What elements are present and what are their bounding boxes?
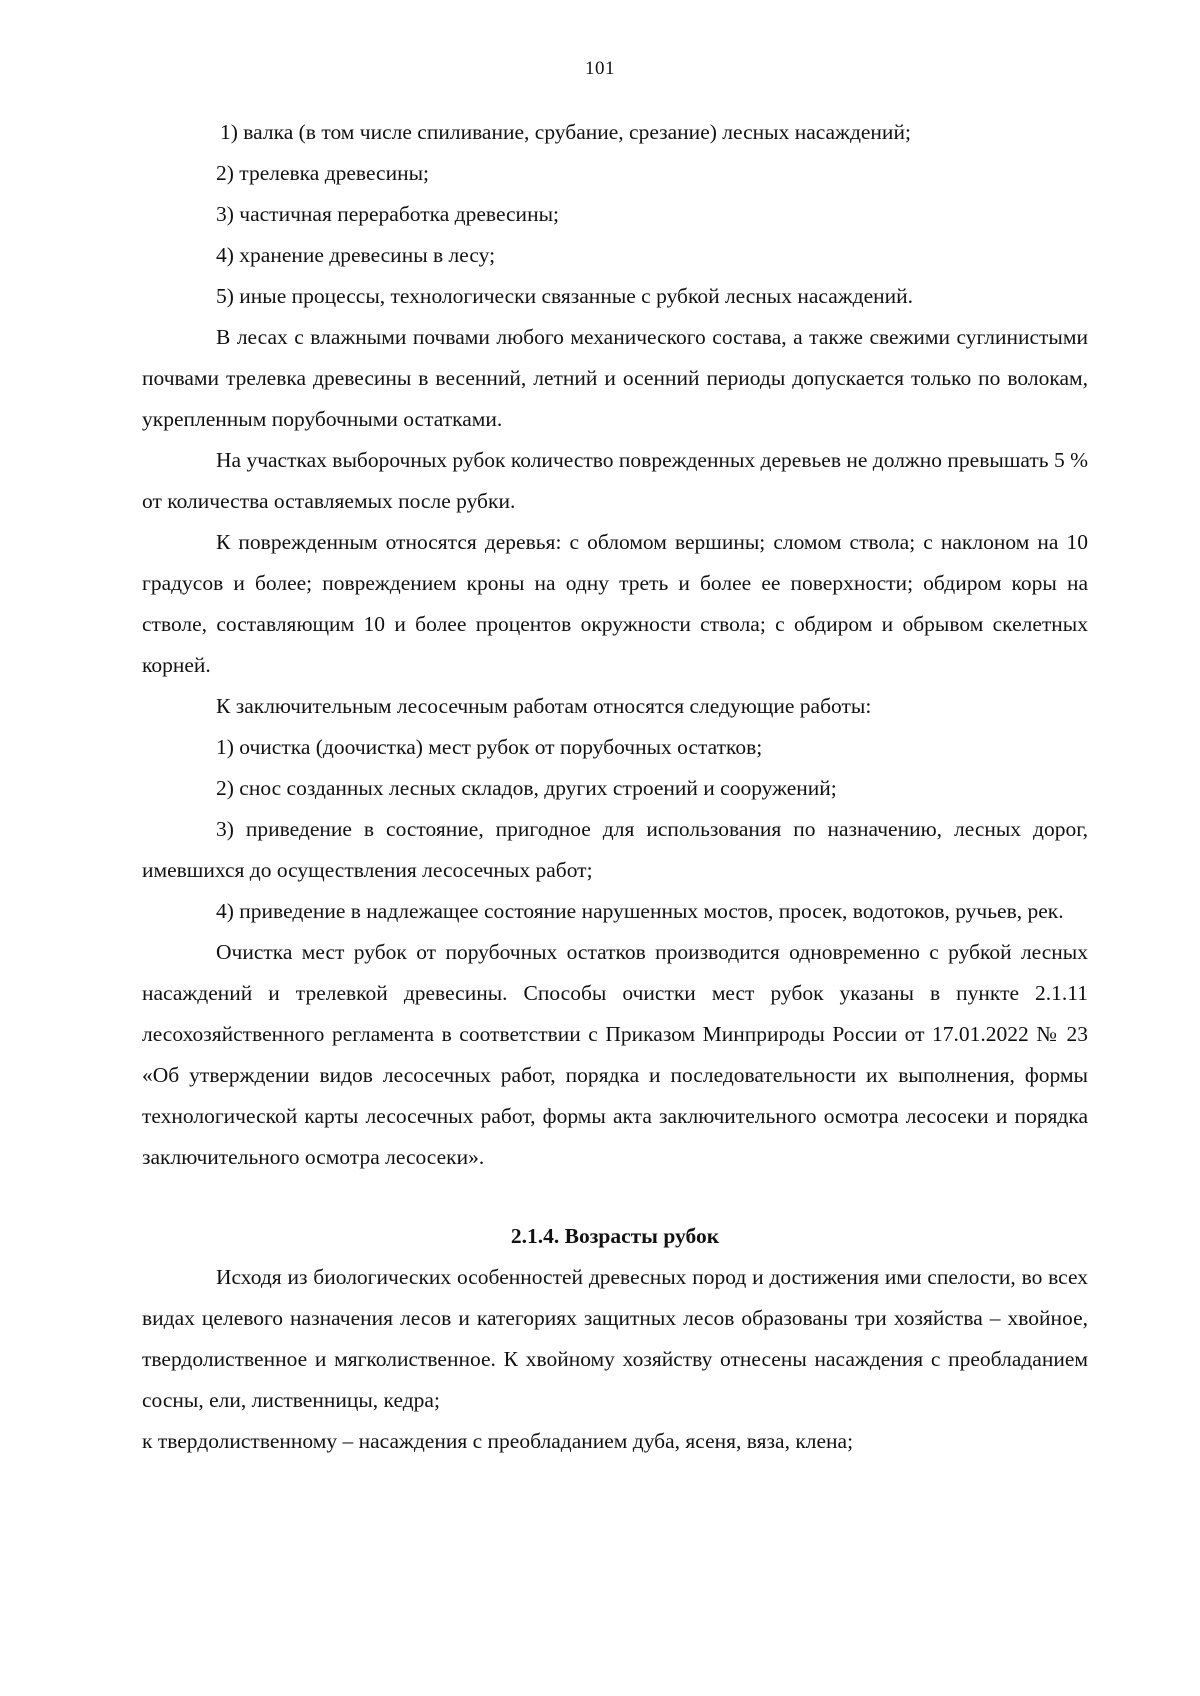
paragraph-damaged-trees-limit: На участках выборочных рубок количество поврежденных деревьев не должно превышать 5 % от количества оставляемых после рубки. bbox=[142, 448, 1088, 513]
paragraph-hardwood: к твердолиственному – насаждения с преобладанием дуба, ясеня, вяза, клена; bbox=[142, 1429, 854, 1453]
paragraph-final-works-intro: К заключительным лесосечным работам относятся следующие работы: bbox=[216, 694, 872, 718]
list-item-cleanup: 1) очистка (доочистка) мест рубок от порубочных остатков; bbox=[216, 735, 763, 759]
list-item-demolition: 2) снос созданных лесных складов, других строений и сооружений; bbox=[216, 776, 837, 800]
paragraph-damaged-trees-definition: К поврежденным относятся деревья: с обломом вершины; сломом ствола; с наклоном на 10 градусов и более; повреждением кроны на одну треть и более ее поверхности; обдиром коры на стволе, составляющим 10 и более процентов окружности ствола; с обдиром и обрывом скелетных корней. bbox=[142, 530, 1088, 677]
list-item-other-processes: 5) иные процессы, технологически связанные с рубкой лесных насаждений. bbox=[216, 284, 914, 308]
page-number: 101 bbox=[585, 58, 615, 79]
list-item-felling: 1) валка (в том числе спиливание, срубание, срезание) лесных насаждений; bbox=[220, 120, 911, 144]
body-text bbox=[142, 112, 1088, 1462]
paragraph-cutting-ages: Исходя из биологических особенностей древесных пород и достижения ими спелости, во всех видах целевого назначения лесов и категориях защитных лесов образованы три хозяйства – хвойное, твердолиственное и мягколиственное. К хвойному хозяйству отнесены насаждения с преобладанием сосны, ели, лиственницы, кедра; bbox=[142, 1265, 1088, 1412]
list-item-storage: 4) хранение древесины в лесу; bbox=[216, 243, 496, 267]
list-item-processing: 3) частичная переработка древесины; bbox=[216, 202, 559, 226]
paragraph-wet-soils: В лесах с влажными почвами любого механического состава, а также свежими суглинистыми почвами трелевка древесины в весенний, летний и осенний периоды допускается только по волокам, укрепленным порубочными остатками. bbox=[142, 325, 1088, 431]
list-item-skidding: 2) трелевка древесины; bbox=[216, 161, 430, 185]
section-heading: 2.1.4. Возрасты рубок bbox=[510, 1224, 720, 1248]
paragraph-cleanup-methods: Очистка мест рубок от порубочных остатков производится одновременно с рубкой лесных насаждений и трелевкой древесины. Способы очистки мест рубок указаны в пункте 2.1.11 лесохозяйственного регламента в соответствии с Приказом Минприроды России от 17.01.2022 № 23 «Об утверждении видов лесосечных работ, порядка и последовательности их выполнения, формы технологической карты лесосечных работ, формы акта заключительного осмотра лесосеки и порядка заключительного осмотра лесосеки». bbox=[142, 940, 1088, 1169]
list-item-roads: 3) приведение в состояние, пригодное для использования по назначению, лесных дорог, имевшихся до осуществления лесосечных работ; bbox=[142, 817, 1088, 882]
list-item-bridges: 4) приведение в надлежащее состояние нарушенных мостов, просек, водотоков, ручьев, рек. bbox=[216, 899, 1064, 923]
